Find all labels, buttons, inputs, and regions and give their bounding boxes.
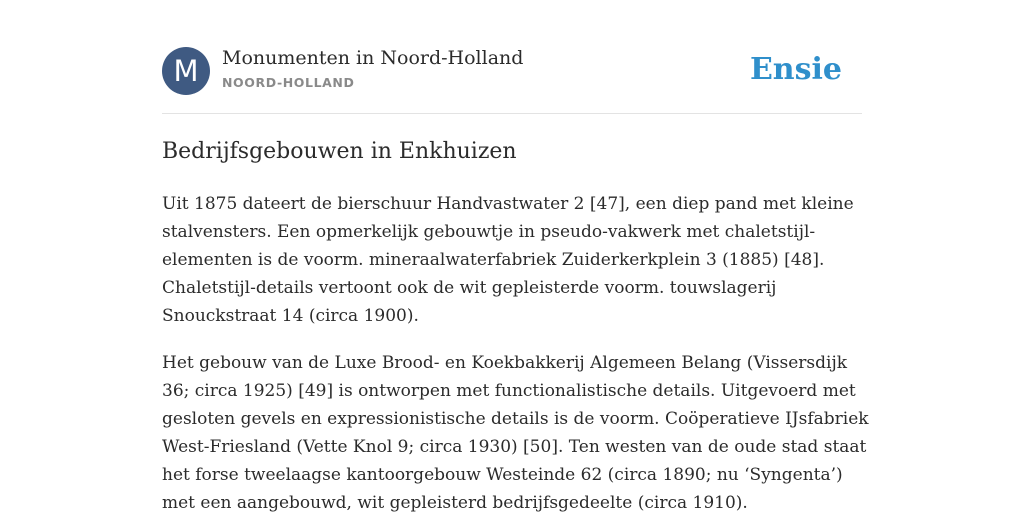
header-divider [162,113,862,114]
avatar[interactable]: M [162,47,210,95]
paragraph-line: Snouckstraat 14 (circa 1900). [162,306,419,326]
paragraph-line: met een aangebouwd, wit gepleisterd bedrijfsgedeelte (circa 1910). [162,493,748,512]
paragraph-line: stalvensters. Een opmerkelijk gebouwtje in pseudo-vakwerk met chaletstijl- [162,222,816,242]
site-subtitle[interactable]: NOORD-HOLLAND [222,75,355,90]
paragraph-line: het forse tweelaagse kantoorgebouw Westeinde 62 (circa 1890; nu ‘Syngenta’) [162,465,843,485]
paragraph-line: Uit 1875 dateert de bierschuur Handvastwater 2 [47], een diep pand met kleine [162,194,854,214]
site-title[interactable]: Monumenten in Noord-Holland [222,47,524,69]
paragraph-line: gesloten gevels en expressionistische details is de voorm. Coöperatieve IJsfabriek [162,409,869,429]
ensie-logo[interactable]: Ensie [749,52,842,87]
paragraph-line: elementen is de voorm. mineraalwaterfabriek Zuiderkerkplein 3 (1885) [48]. [162,250,825,270]
article-title: Bedrijfsgebouwen in Enkhuizen [162,139,517,164]
paragraph-line: Het gebouw van de Luxe Brood- en Koekbakkerij Algemeen Belang (Vissersdijk [162,353,848,373]
site-header [162,47,862,95]
paragraph-line: West-Friesland (Vette Knol 9; circa 1930) [50]. Ten westen van de oude stad staat [162,437,867,457]
article-paragraph-2 [162,349,869,512]
paragraph-line: 36; circa 1925) [49] is ontworpen met functionalistische details. Uitgevoerd met [162,381,856,401]
paragraph-line: Chaletstijl-details vertoont ook de wit gepleisterde voorm. touwslagerij [162,278,777,298]
article-paragraph-1 [162,190,862,330]
